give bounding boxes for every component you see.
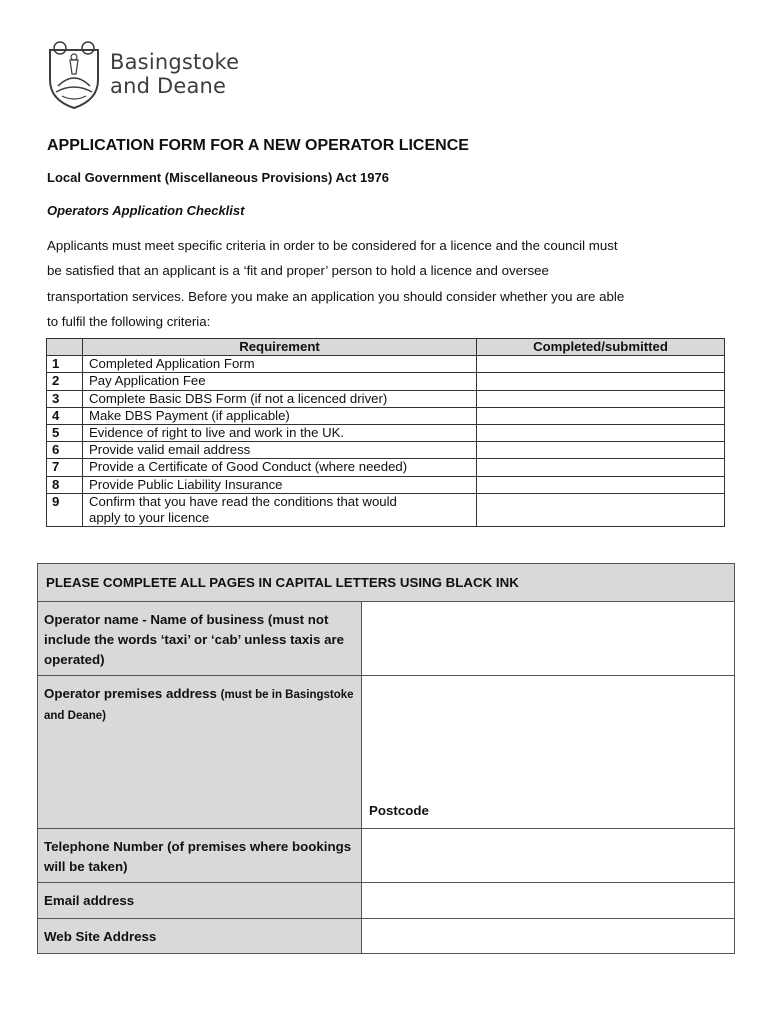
row-requirement: Provide valid email address — [83, 442, 477, 459]
checklist-heading: Operators Application Checklist — [47, 203, 245, 218]
row-number: 7 — [47, 459, 83, 476]
premises-label: Operator premises address — [44, 686, 217, 701]
row-number: 9 — [47, 493, 83, 526]
row-number: 5 — [47, 425, 83, 442]
row-requirement-multiline — [83, 493, 477, 526]
org-name — [110, 50, 239, 98]
table-row — [47, 407, 725, 424]
row-completed-cell[interactable] — [477, 356, 725, 373]
row-requirement: Completed Application Form — [83, 356, 477, 373]
telephone-field[interactable] — [362, 829, 734, 882]
postcode-label: Postcode — [369, 803, 429, 818]
table-row — [47, 476, 725, 493]
row-number: 3 — [47, 390, 83, 407]
row-completed-cell[interactable] — [477, 407, 725, 424]
application-form — [37, 563, 735, 954]
intro-line: transportation services. Before you make an application you should consider whether you are able — [47, 288, 625, 304]
website-row — [38, 918, 734, 953]
premises-label-cell — [38, 676, 362, 828]
table-row — [47, 442, 725, 459]
row-number: 2 — [47, 373, 83, 390]
row-completed-cell[interactable] — [477, 476, 725, 493]
row-number: 4 — [47, 407, 83, 424]
premises-row — [38, 675, 734, 828]
intro-paragraph — [47, 233, 737, 334]
table-row — [47, 390, 725, 407]
row-completed-cell[interactable] — [477, 459, 725, 476]
table-row — [47, 373, 725, 390]
row-number: 1 — [47, 356, 83, 373]
row-requirement: Pay Application Fee — [83, 373, 477, 390]
email-label: Email address — [38, 883, 362, 918]
email-field[interactable] — [362, 883, 734, 918]
form-banner: PLEASE COMPLETE ALL PAGES IN CAPITAL LETTERS USING BLACK INK — [38, 564, 734, 601]
table-row — [47, 459, 725, 476]
premises-note: (must be in Basingstoke and Deane) — [44, 689, 354, 722]
act-subtitle: Local Government (Miscellaneous Provisions) Act 1976 — [47, 170, 389, 185]
row-requirement: Provide a Certificate of Good Conduct (where needed) — [83, 459, 477, 476]
intro-line: be satisfied that an applicant is a ‘fit and proper’ person to hold a licence and oversee — [47, 263, 549, 279]
row-completed-cell[interactable] — [477, 442, 725, 459]
row-completed-cell[interactable] — [477, 390, 725, 407]
org-name-line2: and Deane — [110, 74, 227, 98]
operator-name-field[interactable] — [362, 602, 734, 675]
row-number: 6 — [47, 442, 83, 459]
table-row — [47, 493, 725, 526]
operator-name-row — [38, 601, 734, 675]
table-row — [47, 425, 725, 442]
intro-line: Applicants must meet specific criteria in order to be considered for a licence and the council must — [47, 238, 618, 253]
column-header-number — [47, 339, 83, 356]
checklist-header-row — [47, 339, 725, 356]
row-requirement: Evidence of right to live and work in the UK. — [83, 425, 477, 442]
row-number: 8 — [47, 476, 83, 493]
operator-name-label: Operator name - Name of business (must not include the words ‘taxi’ or ‘cab’ unless taxis are operated) — [38, 602, 362, 675]
intro-line: to fulfil the following criteria: — [47, 313, 211, 329]
row-completed-cell[interactable] — [477, 493, 725, 526]
row-requirement: Provide Public Liability Insurance — [83, 476, 477, 493]
row-requirement: Complete Basic DBS Form (if not a licenced driver) — [83, 390, 477, 407]
column-header-completed: Completed/submitted — [477, 339, 725, 356]
council-logo — [46, 40, 266, 112]
row-requirement-continued: apply to your licence — [89, 510, 210, 526]
email-row — [38, 882, 734, 918]
telephone-label: Telephone Number (of premises where bookings will be taken) — [38, 829, 362, 882]
table-row — [47, 356, 725, 373]
council-crest-icon — [46, 40, 102, 110]
row-requirement: Make DBS Payment (if applicable) — [83, 407, 477, 424]
row-completed-cell[interactable] — [477, 373, 725, 390]
row-requirement: Confirm that you have read the conditions that would — [89, 493, 397, 509]
page-title: APPLICATION FORM FOR A NEW OPERATOR LICENCE — [47, 137, 469, 154]
column-header-requirement: Requirement — [83, 339, 477, 356]
org-name-line1: Basingstoke — [110, 50, 240, 74]
row-completed-cell[interactable] — [477, 425, 725, 442]
premises-address-field[interactable] — [362, 676, 734, 828]
telephone-row — [38, 828, 734, 882]
website-field[interactable] — [362, 919, 734, 953]
checklist-table — [46, 338, 725, 527]
website-label: Web Site Address — [38, 919, 362, 953]
